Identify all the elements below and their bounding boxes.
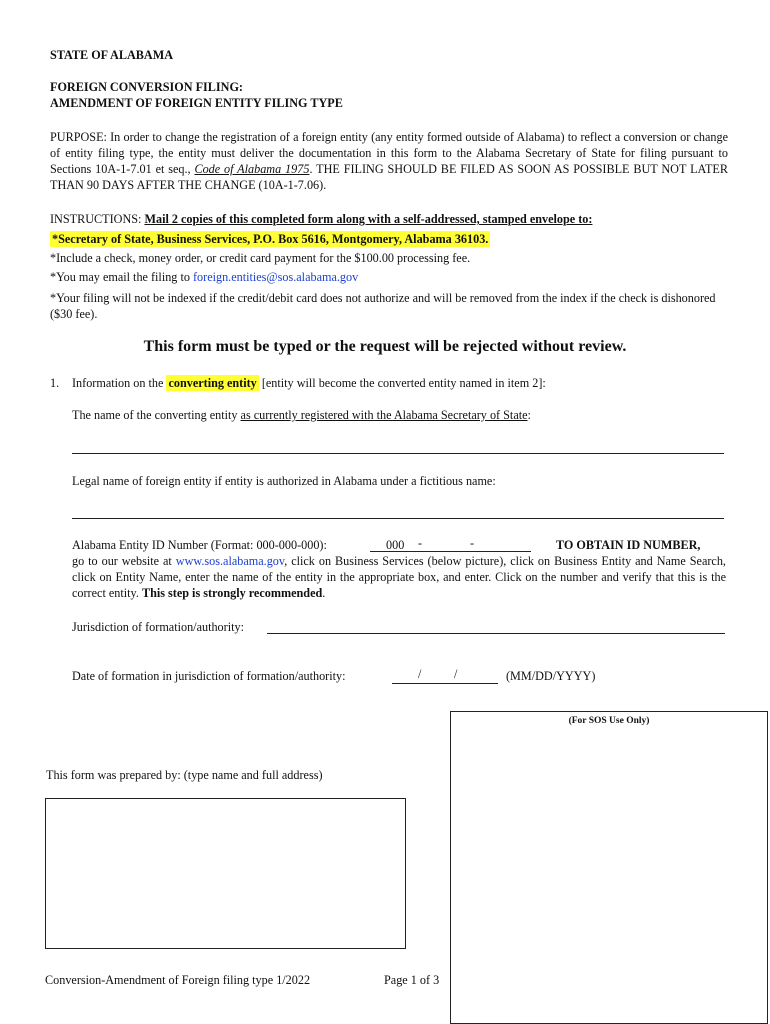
instructions-label: INSTRUCTIONS:	[50, 212, 145, 226]
entity-name-label-a: The name of the converting entity	[72, 408, 241, 422]
email-instruction	[50, 269, 358, 285]
entity-name-label-underlined: as currently registered with the Alabama Secretary of State	[240, 408, 528, 422]
purpose-paragraph	[50, 129, 728, 193]
entity-id-dash-1: -	[418, 536, 423, 550]
website-text-b: , click on Business Services (below picture), click on Business Entity and Name Search, click on Entity Name, enter the name of the entity in the appropriate box, and enter. Click on the number and verify that this is the correct entity.	[72, 554, 726, 600]
entity-name-label	[72, 408, 531, 423]
date-separator-2: /	[454, 667, 458, 681]
website-link[interactable]: www.sos.alabama.gov	[175, 554, 285, 568]
item-1-number: 1.	[50, 376, 60, 390]
date-separator-1: /	[418, 667, 422, 681]
entity-id-prefix: 000	[386, 538, 405, 552]
legal-name-label: Legal name of foreign entity if entity is authorized in Alabama under a fictitious name:	[72, 474, 496, 488]
item-1-rest: [entity will become the converted entity named in item 2]:	[258, 376, 546, 390]
obtain-id-instructions	[72, 553, 726, 601]
mailing-address-text: *Secretary of State, Business Services, P.O. Box 5616, Montgomery, Alabama 36103.	[52, 232, 489, 246]
form-title-line-1: FOREIGN CONVERSION FILING:	[50, 80, 243, 94]
formation-date-label: Date of formation in jurisdiction of formation/authority:	[72, 669, 346, 683]
mailing-address	[50, 231, 490, 247]
instructions-line	[50, 211, 592, 227]
entity-name-field[interactable]	[72, 453, 724, 454]
footer-form-id: Conversion-Amendment of Foreign filing type 1/2022	[45, 973, 311, 987]
recommendation-period: .	[322, 586, 326, 600]
strong-recommendation: This step is strongly recommended	[141, 586, 323, 600]
date-format-hint: (MM/DD/YYYY)	[506, 669, 596, 683]
website-text-a: go to our website at	[72, 554, 176, 568]
converting-entity-highlight: converting entity	[168, 376, 257, 390]
typed-notice: This form must be typed or the request will be rejected without review.	[143, 338, 627, 355]
obtain-id-heading: TO OBTAIN ID NUMBER,	[556, 538, 701, 552]
entity-id-label: Alabama Entity ID Number (Format: 000-000-000):	[72, 538, 327, 552]
email-link[interactable]: foreign.entities@sos.alabama.gov	[192, 270, 359, 284]
entity-id-dash-2: -	[470, 536, 475, 550]
formation-date-field[interactable]	[392, 683, 498, 684]
card-warning: *Your filing will not be indexed if the credit/debit card does not authorize and will be removed from the index if the check is dishonored ($30 fee).	[50, 291, 716, 321]
purpose-text-a: PURPOSE: In order to change the registration of a foreign entity (any entity formed outside of Alabama) to reflect a conversion or change of entity filing type, the entity must deliver the documentation in this form to the Alabama Secretary of State for filing pursuant to Sections 10A-1-7.01 et seq.,	[50, 130, 728, 176]
item-1-lead: Information on the	[72, 376, 167, 390]
purpose-text-b: . THE FILING SHOULD BE FILED AS SOON AS POSSIBLE BUT NOT LATER THAN 90 DAYS AFTER THE CHANGE (10A-1-7.06).	[50, 162, 728, 192]
state-heading: STATE OF ALABAMA	[50, 48, 174, 62]
prepared-by-box[interactable]	[45, 798, 406, 949]
prepared-by-label: This form was prepared by: (type name and full address)	[46, 768, 323, 782]
mail-instruction: Mail 2 copies of this completed form along with a self-addressed, stamped envelope to:	[144, 212, 593, 226]
entity-name-label-b: :	[527, 408, 531, 422]
jurisdiction-field[interactable]	[267, 633, 725, 634]
fee-instruction: *Include a check, money order, or credit card payment for the $100.00 processing fee.	[50, 251, 471, 265]
legal-name-field[interactable]	[72, 518, 724, 519]
sos-use-only-label: (For SOS Use Only)	[568, 716, 650, 726]
jurisdiction-label: Jurisdiction of formation/authority:	[72, 620, 244, 634]
footer-page-number: Page 1 of 3	[384, 973, 440, 987]
form-title-line-2: AMENDMENT OF FOREIGN ENTITY FILING TYPE	[50, 96, 343, 110]
email-prefix: *You may email the filing to	[50, 270, 193, 284]
sos-use-only-box	[450, 711, 768, 1024]
code-reference: Code of Alabama 1975	[194, 162, 310, 176]
item-1-heading	[72, 376, 546, 391]
